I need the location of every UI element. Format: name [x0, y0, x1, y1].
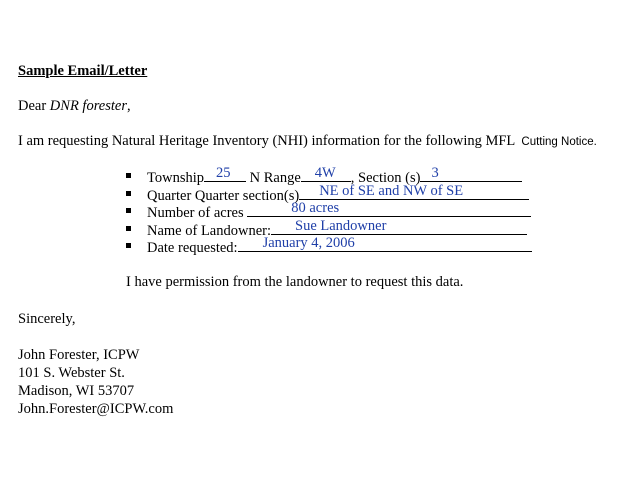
section-label: , Section (s) [350, 170, 421, 186]
township-field [204, 167, 246, 182]
quarter-field [299, 182, 529, 200]
list-item-acres [126, 202, 532, 220]
range-field [301, 167, 351, 182]
signature-name: John Forester, ICPW [18, 347, 140, 363]
letter-title: Sample Email/Letter [18, 63, 148, 79]
section-field [420, 167, 522, 182]
request-details-list [126, 167, 532, 255]
greeting-recipient: DNR forester [49, 98, 127, 114]
date-value: January 4, 2006 [262, 235, 355, 251]
quarter-value: NE of SE and NW of SE [319, 182, 464, 199]
list-item-township [126, 167, 532, 185]
landowner-field [271, 217, 527, 235]
signature-city: Madison, WI 53707 [18, 383, 135, 399]
acres-label: Number of acres [147, 205, 248, 221]
closing: Sincerely, [18, 311, 76, 327]
range-value: 4W [314, 165, 336, 181]
range-label: N Range [249, 170, 301, 186]
date-field [238, 237, 532, 252]
intro-text: I am requesting Natural Heritage Inventory (NHI) information for the following MFL [18, 133, 519, 149]
signature-email: John.Forester@ICPW.com [18, 401, 174, 417]
signature-street: 101 S. Webster St. [18, 365, 125, 381]
township-label: Township [147, 170, 204, 186]
intro-paragraph [18, 133, 597, 150]
greeting-prefix: Dear [18, 98, 50, 114]
cutting-notice-label: Cutting Notice. [521, 136, 597, 148]
quarter-label: Quarter Quarter section(s) [147, 187, 300, 204]
landowner-label: Name of Landowner: [147, 222, 272, 239]
township-value: 25 [216, 165, 231, 181]
greeting [18, 98, 131, 115]
landowner-value: Sue Landowner [295, 217, 387, 234]
section-value: 3 [431, 165, 439, 181]
date-label: Date requested: [147, 240, 238, 256]
acres-field [247, 202, 531, 217]
permission-statement: I have permission from the landowner to request this data. [126, 274, 464, 290]
acres-value: 80 acres [291, 200, 340, 216]
greeting-suffix: , [127, 98, 131, 114]
list-item-date [126, 237, 532, 255]
